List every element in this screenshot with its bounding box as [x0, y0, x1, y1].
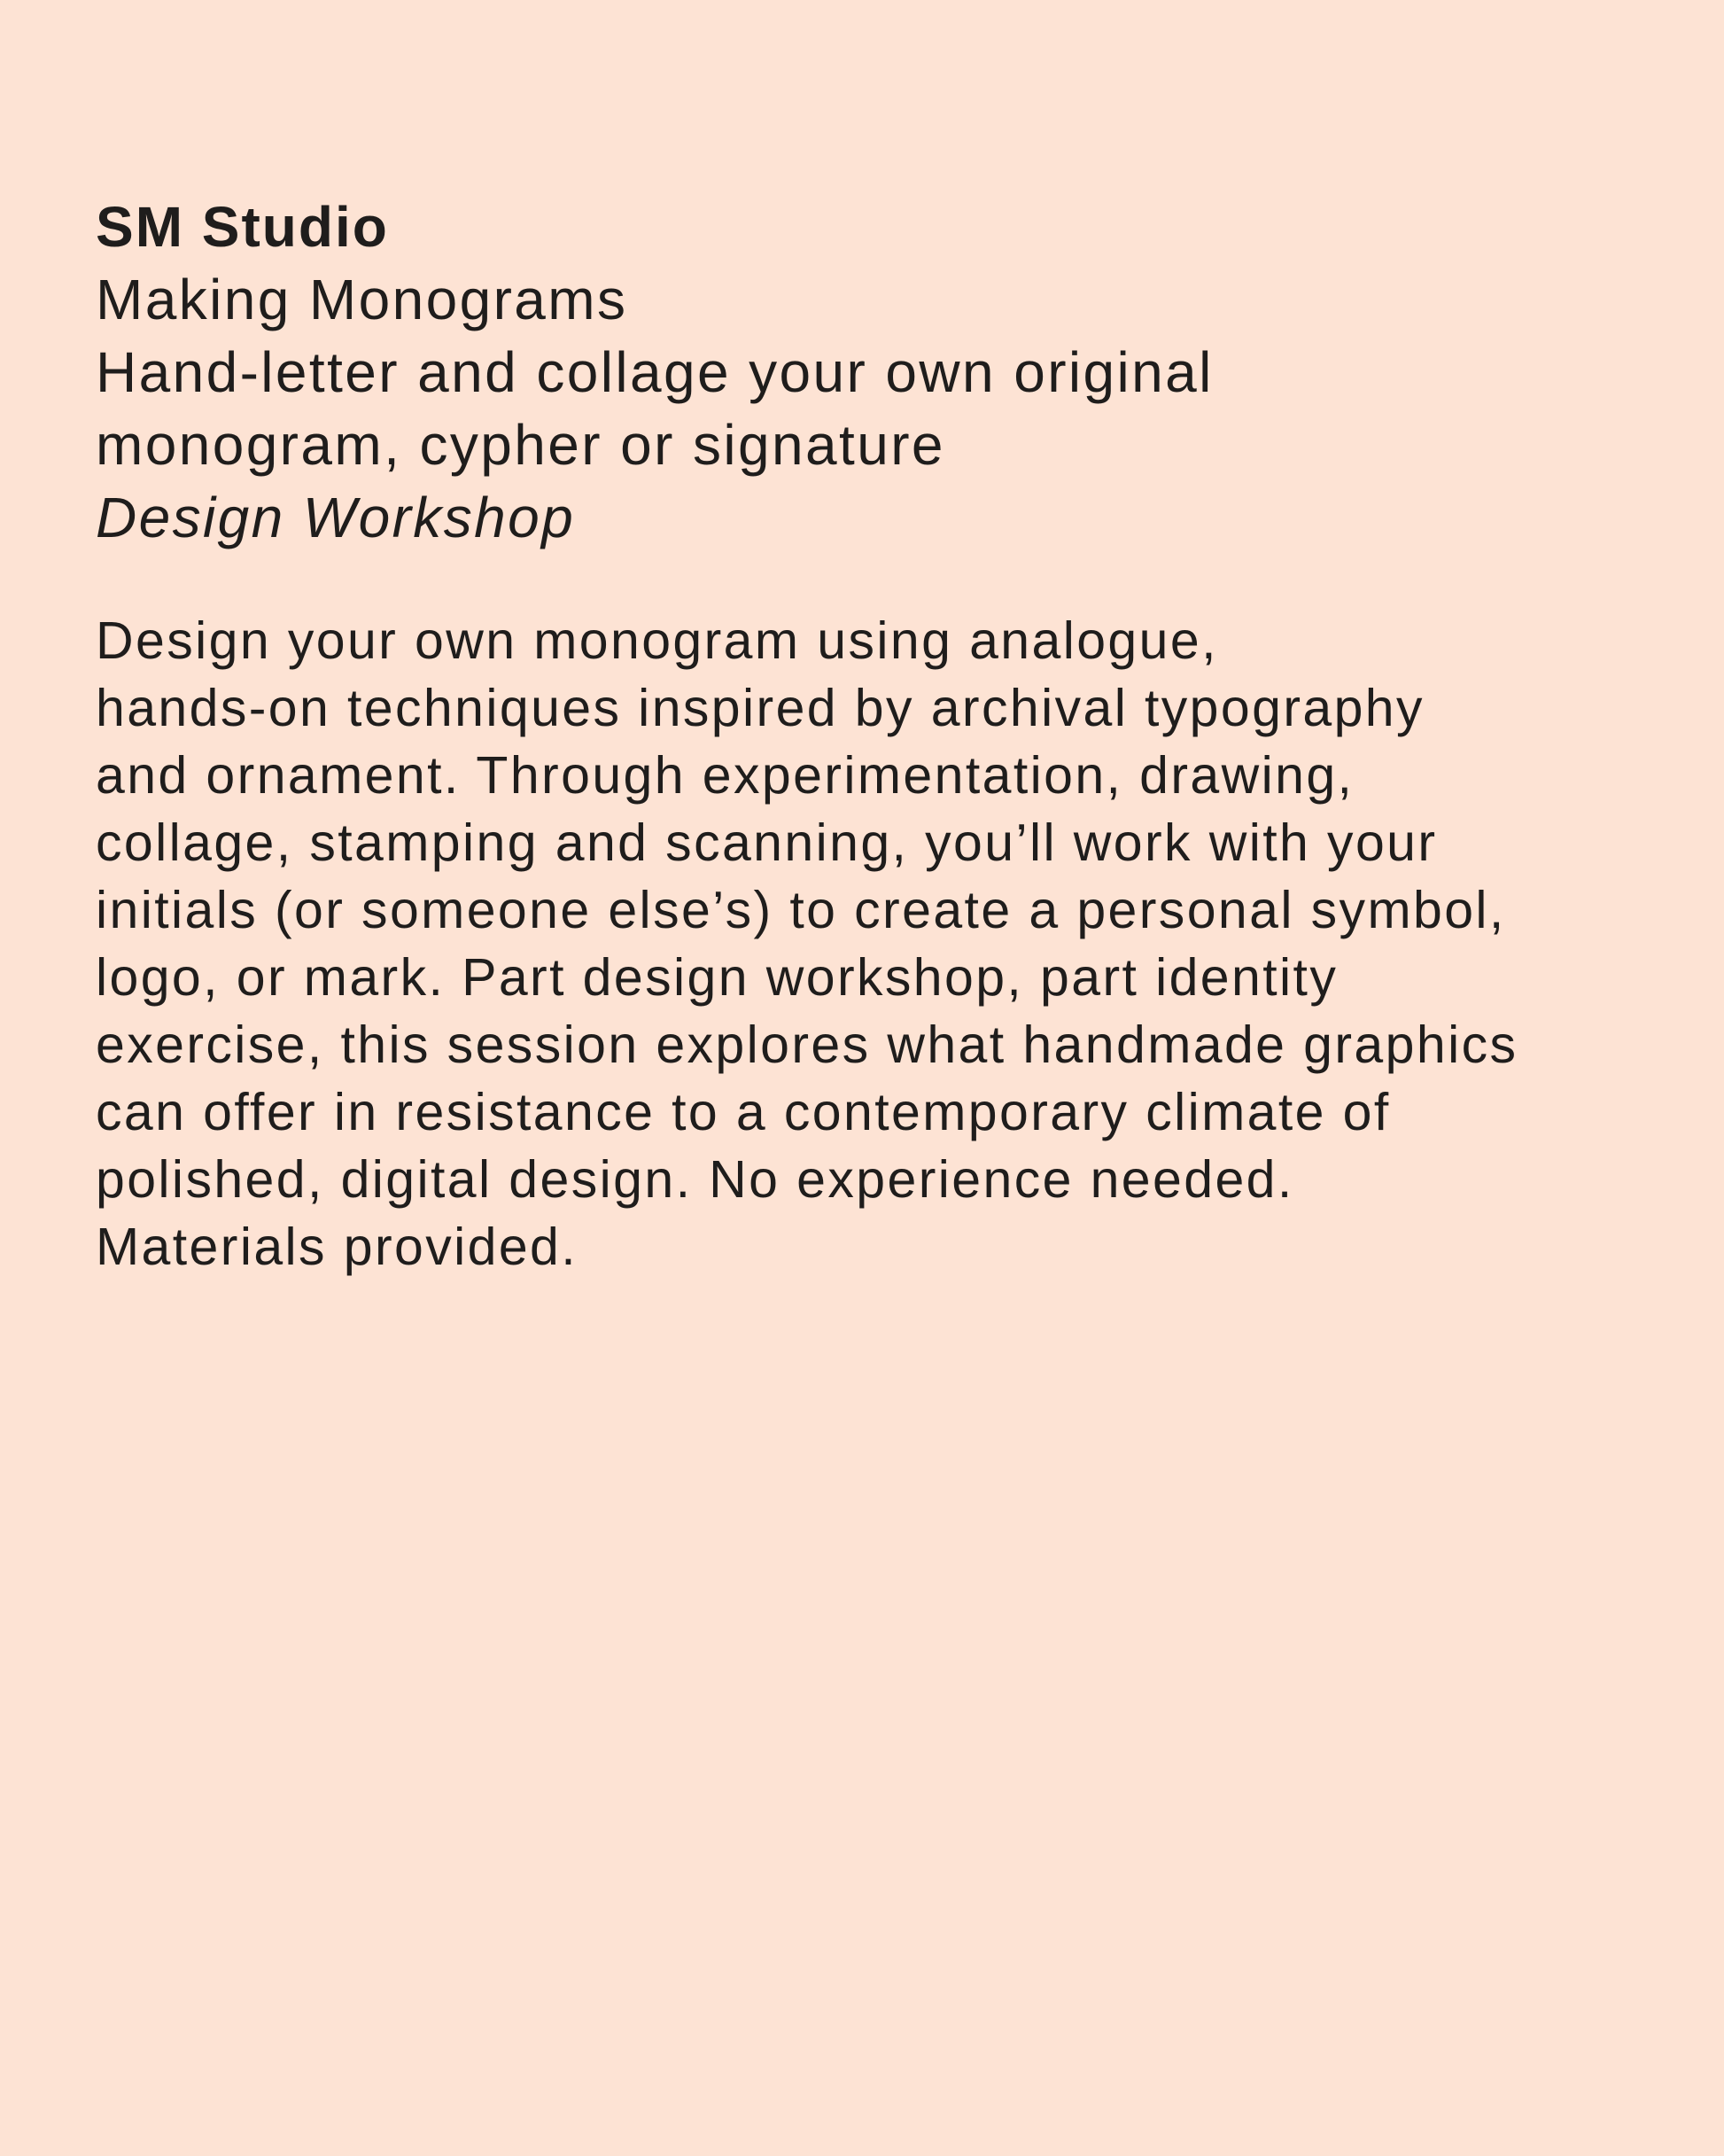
event-subtitle: Hand-letter and collage your own original monogram, cypher or signature: [96, 340, 1214, 477]
event-category: Design Workshop: [96, 486, 576, 549]
event-description: Design your own monogram using analogue, hands-on techniques inspired by archival typography and ornament. Through experimentation, drawing, collage, stamping and scanning, you’ll work with your initials (or someone else’s) to create a personal symbol, logo, or mark. Part design workshop, part identity exercise, this session explores what handmade graphics can offer in resistance to a contemporary climate of polished, digital design. No experience needed. Materials provided.: [96, 611, 1518, 1276]
event-card: [96, 191, 1655, 1280]
event-title: Making Monograms: [96, 268, 628, 331]
event-header: [96, 191, 1655, 554]
studio-name: SM Studio: [96, 195, 389, 259]
